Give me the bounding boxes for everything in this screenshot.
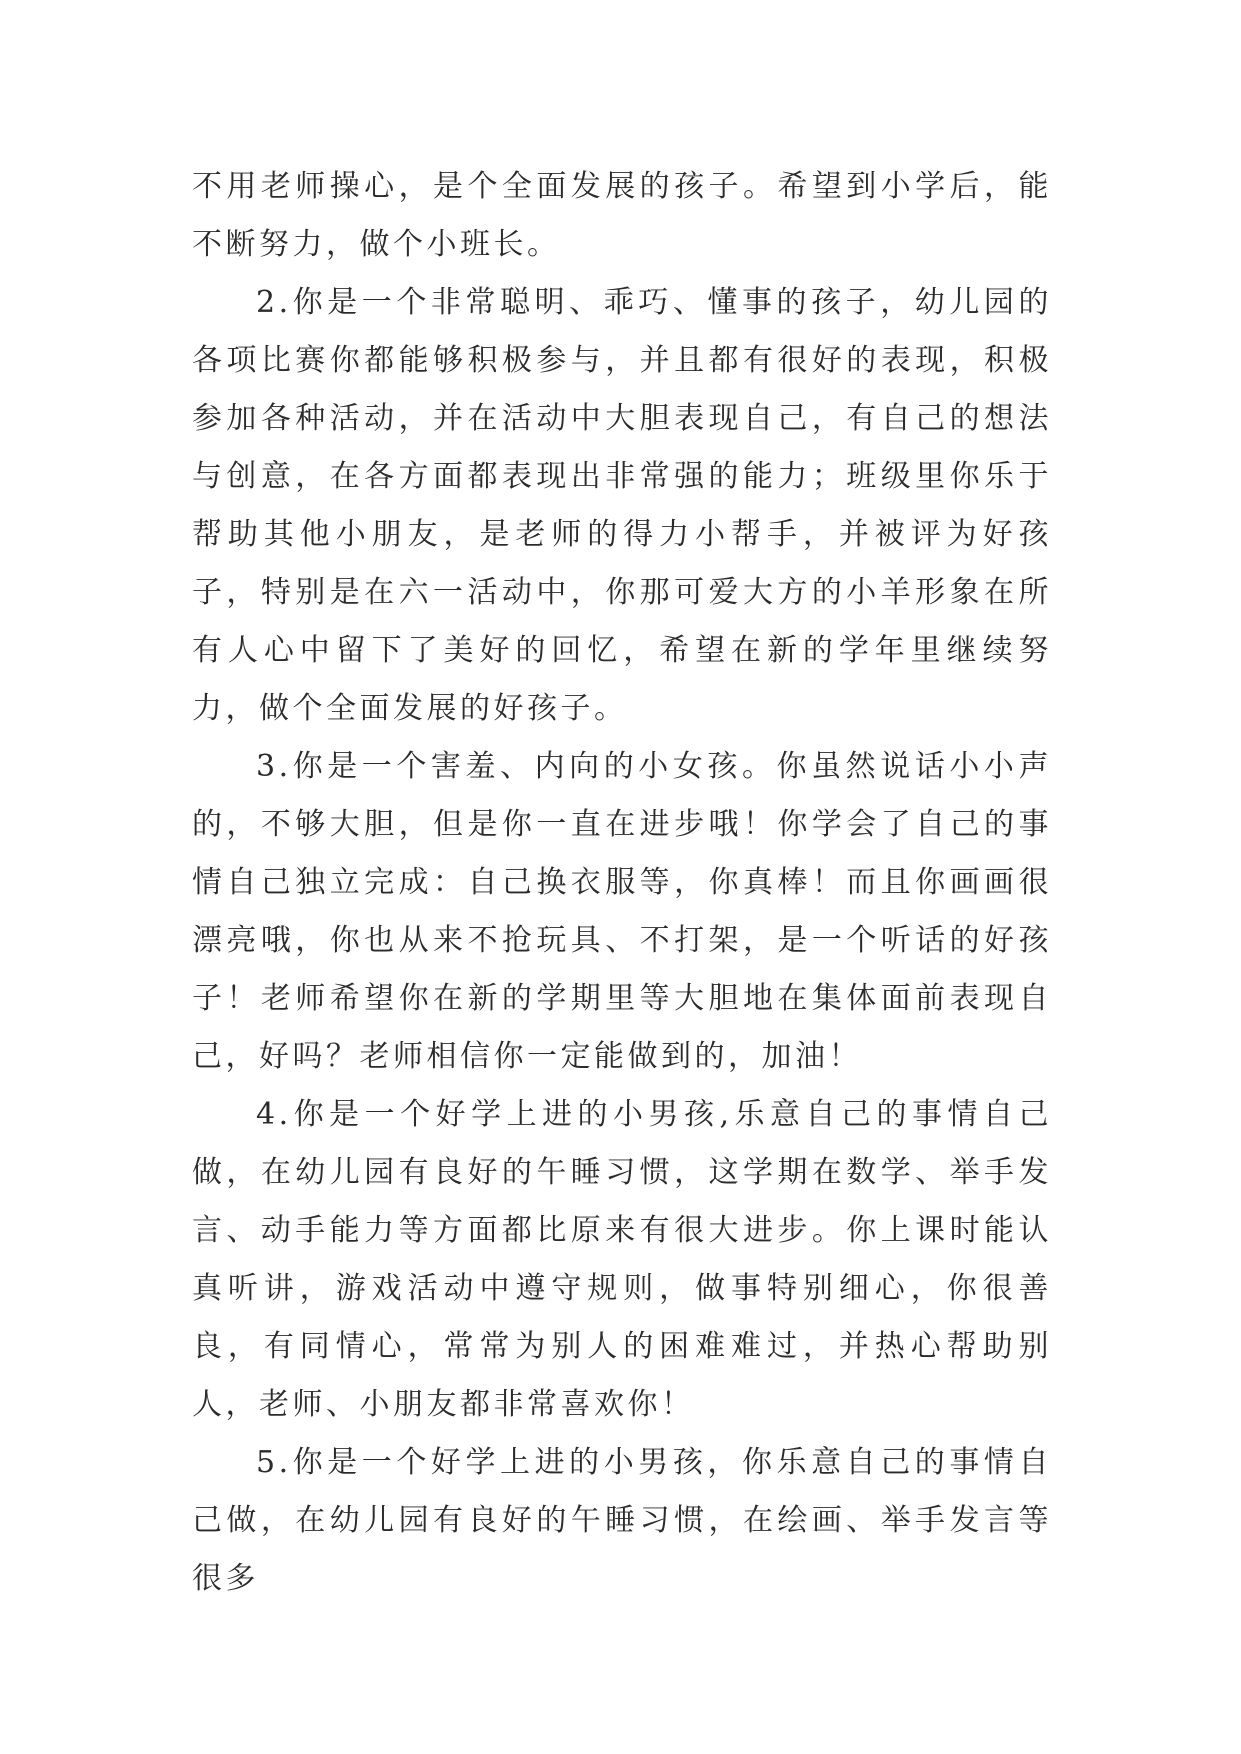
paragraph-item-5: 5.你是一个好学上进的小男孩，你乐意自己的事情自己做，在幼儿园有良好的午睡习惯，在绘画、举手发言等很多 xyxy=(192,1445,1052,1596)
paragraph-item-2: 2.你是一个非常聪明、乖巧、懂事的孩子，幼儿园的各项比赛你都能够积极参与，并且都有很好的表现，积极参加各种活动，并在活动中大胆表现自己，有自己的想法与创意，在各方面都表现出非常强的能力；班级里你乐于帮助其他小朋友，是老师的得力小帮手，并被评为好孩子，特别是在六一活动中，你那可爱大方的小羊形象在所有人心中留下了美好的回忆，希望在新的学年里继续努力，做个全面发展的好孩子。 xyxy=(192,285,1052,726)
document-body xyxy=(192,158,1052,1608)
paragraph-item-4: 4.你是一个好学上进的小男孩,乐意自己的事情自己做，在幼儿园有良好的午睡习惯，这学期在数学、举手发言、动手能力等方面都比原来有很大进步。你上课时能认真听讲，游戏活动中遵守规则，做事特别细心，你很善良，有同情心，常常为别人的困难难过，并热心帮助别人，老师、小朋友都非常喜欢你！ xyxy=(192,1097,1052,1422)
paragraph-continued: 不用老师操心，是个全面发展的孩子。希望到小学后，能不断努力，做个小班长。 xyxy=(192,169,1052,262)
paragraph-item-3: 3.你是一个害羞、内向的小女孩。你虽然说话小小声的，不够大胆，但是你一直在进步哦！你学会了自己的事情自己独立完成：自己换衣服等，你真棒！而且你画画很漂亮哦，你也从来不抢玩具、不打架，是一个听话的好孩子！老师希望你在新的学期里等大胆地在集体面前表现自己，好吗？老师相信你一定能做到的，加油！ xyxy=(192,749,1052,1074)
